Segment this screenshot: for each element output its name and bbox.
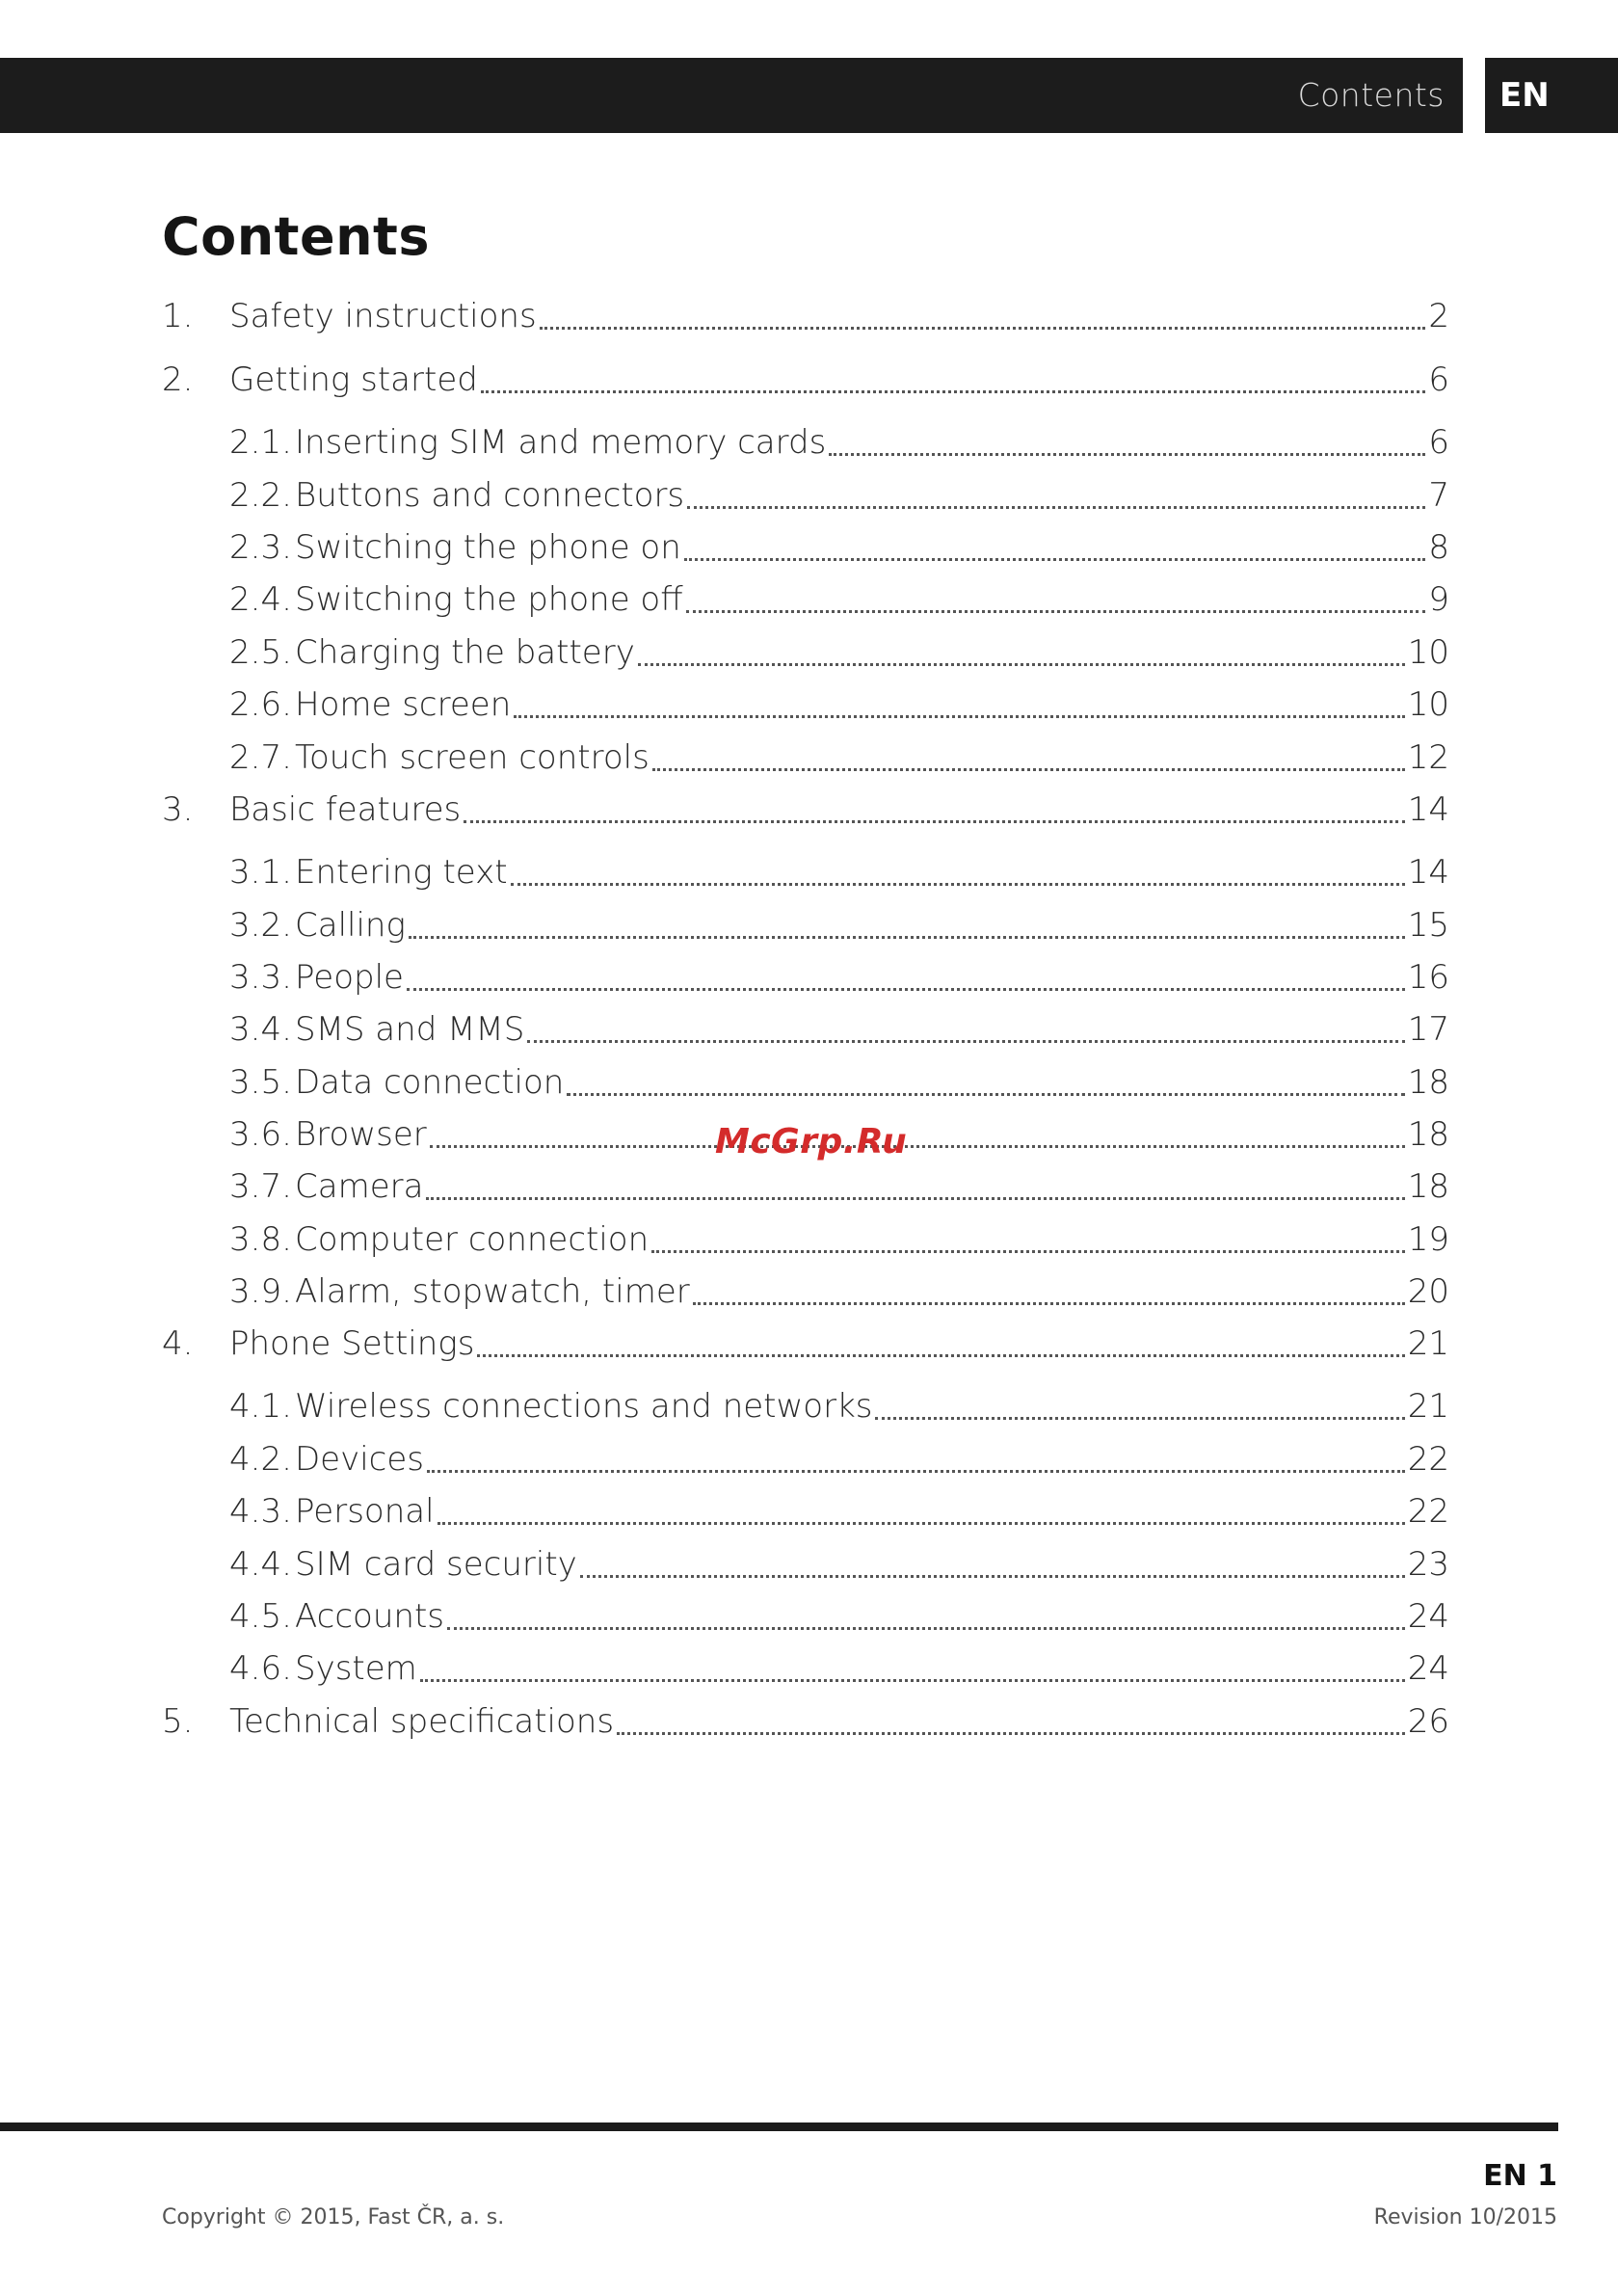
toc-entry-page: 12 [1407,738,1449,777]
toc-entry-page: 24 [1407,1597,1449,1636]
toc-entry-label: Switching the phone on [295,528,681,567]
toc-entry[interactable] [162,1322,1449,1365]
header-section-title: Contents [1297,76,1445,114]
toc-entry-number: 1. [162,297,194,335]
toc-entry-label: Devices [295,1440,424,1479]
toc-entry[interactable] [229,474,1449,517]
toc-entry-number: 4.1. [229,1387,292,1426]
toc-dot-leader [527,1030,1404,1043]
toc-entry[interactable] [229,956,1449,999]
toc-entry-label: System [295,1649,417,1688]
watermark: McGrp.Ru [715,1122,908,1161]
toc-entry-label: Wireless connections and networks [295,1387,873,1426]
toc-entry[interactable] [229,1490,1449,1533]
toc-entry-label: Technical specifications [229,1702,615,1741]
toc-entry-page: 18 [1407,1063,1449,1102]
toc-entry-label: Phone Settings [229,1324,475,1363]
toc-entry-label: SMS and MMS [295,1010,525,1049]
toc-entry-number: 4.3. [229,1492,292,1531]
toc-entry-number: 2.5. [229,633,292,672]
toc-dot-leader [427,1460,1405,1473]
toc-entry[interactable] [229,1438,1449,1481]
toc-entry-number: 3.9. [229,1272,292,1311]
toc-entry[interactable] [229,631,1449,674]
toc-dot-leader [638,654,1405,666]
toc-entry[interactable] [229,1061,1449,1104]
toc-entry[interactable] [162,1700,1449,1743]
toc-entry-label: Inserting SIM and memory cards [295,423,827,462]
toc-entry-page: 6 [1428,423,1449,462]
toc-entry-label: Alarm, stopwatch, timer [295,1272,690,1311]
toc-entry[interactable] [229,1385,1449,1428]
toc-entry-page: 8 [1428,528,1449,567]
toc-entry-page: 7 [1428,476,1449,515]
toc-dot-leader [481,381,1426,393]
toc-dot-leader [687,496,1425,509]
toc-entry-label: Accounts [295,1597,444,1636]
toc-entry-number: 3.1. [229,853,292,892]
toc-entry[interactable] [229,1647,1449,1690]
toc-entry-page: 21 [1407,1324,1449,1363]
toc-entry[interactable] [229,851,1449,894]
toc-dot-leader [511,873,1405,886]
toc-entry[interactable] [229,1165,1449,1208]
toc-entry[interactable] [229,526,1449,569]
toc-dot-leader [420,1669,1405,1682]
footer-revision: Revision 10/2015 [1373,2205,1557,2229]
toc-entry-label: Home screen [295,685,512,724]
toc-dot-leader [540,317,1426,330]
toc-entry-number: 4.5. [229,1597,292,1636]
toc-entry-page: 21 [1407,1387,1449,1426]
footer-divider [0,2122,1558,2131]
toc-dot-leader [514,706,1404,718]
toc-entry-page: 17 [1407,1010,1449,1049]
toc-entry[interactable] [229,578,1449,621]
toc-entry-number: 3.8. [229,1220,292,1259]
toc-entry-number: 3.7. [229,1167,292,1206]
toc-dot-leader [430,1135,1405,1148]
toc-dot-leader [693,1293,1405,1305]
toc-dot-leader [438,1512,1405,1525]
toc-entry-page: 14 [1407,853,1449,892]
toc-entry-page: 10 [1407,685,1449,724]
toc-entry-page: 22 [1407,1492,1449,1531]
toc-entry-label: Camera [295,1167,424,1206]
toc-entry-number: 3.5. [229,1063,292,1102]
toc-entry-label: Basic features [229,790,462,829]
toc-entry[interactable] [229,421,1449,464]
toc-entry-number: 2.3. [229,528,292,567]
toc-dot-leader [829,443,1425,456]
toc-entry-label: Browser [295,1115,427,1154]
toc-entry-label: Charging the battery [295,633,635,672]
toc-entry-number: 3.6. [229,1115,292,1154]
toc-entry-number: 2.4. [229,580,292,619]
toc-entry-label: Data connection [295,1063,565,1102]
toc-entry[interactable] [229,1270,1449,1313]
toc-entry-page: 2 [1428,297,1449,335]
toc-entry-page: 15 [1407,906,1449,945]
toc-dot-leader [477,1345,1404,1357]
toc-entry-number: 4.4. [229,1545,292,1584]
toc-entry[interactable] [162,788,1449,831]
toc-entry-label: Touch screen controls [295,738,650,777]
footer-page-number: EN 1 [1483,2159,1557,2193]
toc-entry[interactable] [229,1543,1449,1586]
toc-entry-page: 20 [1407,1272,1449,1311]
toc-entry-number: 2.2. [229,476,292,515]
toc-dot-leader [407,978,1405,991]
toc-entry-page: 9 [1428,580,1449,619]
toc-dot-leader [567,1083,1404,1096]
toc-entry-label: Calling [295,906,406,945]
toc-entry[interactable] [229,1218,1449,1261]
toc-dot-leader [875,1407,1404,1420]
toc-entry[interactable] [229,1008,1449,1051]
toc-entry-page: 14 [1407,790,1449,829]
toc-entry-number: 3.2. [229,906,292,945]
toc-entry-number: 4.2. [229,1440,292,1479]
toc-dot-leader [651,1241,1405,1253]
toc-entry-page: 6 [1428,360,1449,399]
toc-entry-number: 2.6. [229,685,292,724]
toc-dot-leader [447,1617,1405,1630]
toc-dot-leader [617,1722,1405,1735]
toc-entry-label: People [295,958,404,997]
toc-entry-label: Switching the phone off [295,580,683,619]
toc-entry-label: SIM card security [295,1545,577,1584]
toc-entry-page: 18 [1407,1167,1449,1206]
toc-entry-page: 24 [1407,1649,1449,1688]
toc-entry-number: 2.7. [229,738,292,777]
toc-dot-leader [652,759,1405,771]
toc-entry-number: 3. [162,790,194,829]
toc-entry-label: Buttons and connectors [295,476,685,515]
toc-entry[interactable] [162,359,1449,401]
page-title: Contents [162,206,431,267]
toc-entry-page: 22 [1407,1440,1449,1479]
toc-dot-leader [684,548,1426,561]
toc-entry-page: 23 [1407,1545,1449,1584]
toc-entry-number: 3.3. [229,958,292,997]
toc-entry-label: Safety instructions [229,297,537,335]
header-bar [0,58,1463,133]
toc-dot-leader [686,601,1426,613]
toc-entry-label: Getting started [229,360,478,399]
footer-copyright: Copyright © 2015, Fast ČR, a. s. [162,2205,505,2229]
toc-entry-number: 3.4. [229,1010,292,1049]
toc-entry-page: 18 [1407,1115,1449,1154]
toc-entry-page: 16 [1407,958,1449,997]
toc-entry-label: Computer connection [295,1220,650,1259]
toc-entry-label: Entering text [295,853,508,892]
toc-entry[interactable] [229,1595,1449,1638]
header-language-tab: EN [1485,58,1618,133]
toc-entry-number: 4. [162,1324,194,1363]
toc-entry[interactable] [229,683,1449,726]
toc-entry-number: 2. [162,360,194,399]
toc-entry-number: 5. [162,1702,194,1741]
toc-entry[interactable] [229,736,1449,779]
toc-entry-number: 4.6. [229,1649,292,1688]
toc-entry-number: 2.1. [229,423,292,462]
toc-entry[interactable] [229,904,1449,947]
toc-dot-leader [426,1188,1404,1200]
toc-entry-label: Personal [295,1492,435,1531]
toc-entry-page: 19 [1407,1220,1449,1259]
toc-dot-leader [409,926,1405,939]
toc-entry-page: 26 [1407,1702,1449,1741]
toc-entry[interactable] [162,295,1449,337]
toc-dot-leader [464,811,1405,823]
toc-entry-page: 10 [1407,633,1449,672]
toc-dot-leader [580,1565,1405,1578]
